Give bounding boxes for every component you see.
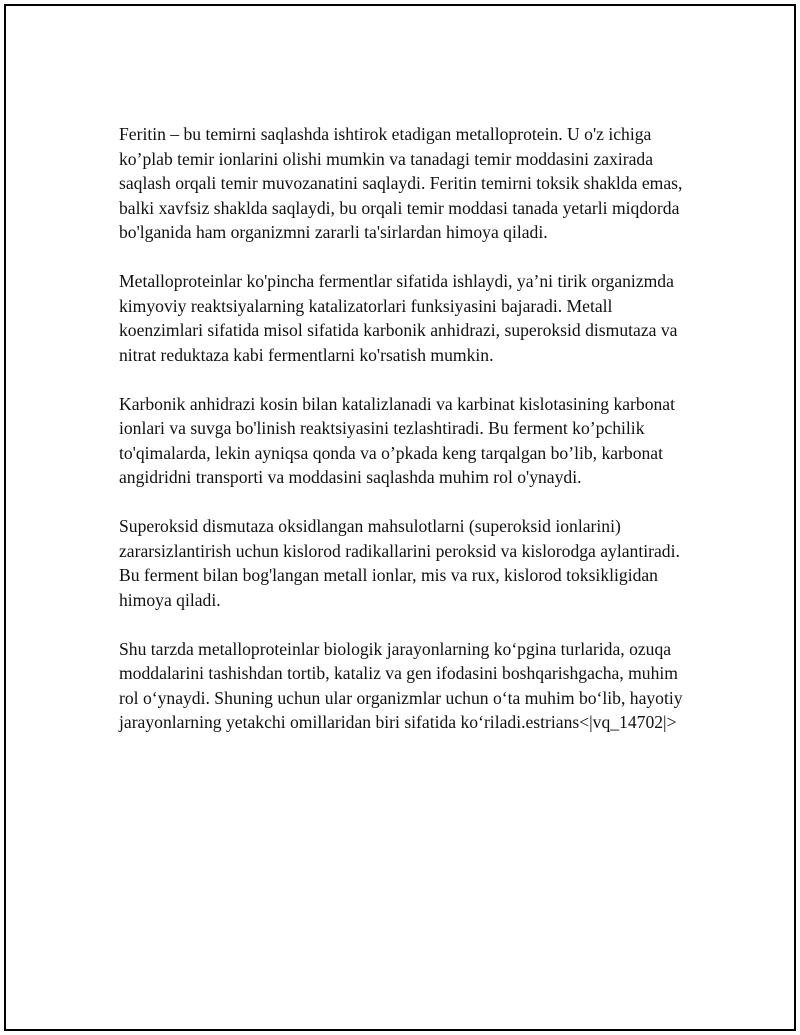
- document-page: [4, 4, 796, 1031]
- paragraph-ferritin: Feritin – bu temirni saqlashda ishtirok etadigan metalloprotein. U o'z ichiga ko’plab temir ionlarini olishi mumkin va tanadagi temir moddasini zaxirada saqlash orqali temir muvozanatini saqlaydi. Feritin temirni toksik shaklda emas, balki xavfsiz shaklda saqlaydi, bu orqali temir moddasi tanada yetarli miqdorda bo'lganida ham organizmni zararli ta'sirlardan himoya qiladi.: [119, 124, 683, 242]
- paragraph-conclusion: Shu tarzda metalloproteinlar biologik jarayonlarning ko‘pgina turlarida, ozuqa moddalarini tashishdan tortib, kataliz va gen ifodasini boshqarishgacha, muhim rol o‘ynaydi. Shuning uchun ular organizmlar uchun o‘ta muhim bo‘lib, hayotiy jarayonlarning yetakchi omillaridan biri sifatida ko‘riladi.estrians<|vq_14702|>: [119, 638, 683, 732]
- paragraph-carbonic-anhydrase: Karbonik anhidrazi kosin bilan katalizlanadi va karbinat kislotasining karbonat ionlari va suvga bo'linish reaktsiyasini tezlashtiradi. Bu ferment ko’pchilik to'qimalarda, lekin ayniqsa qonda va o’pkada keng tarqalgan bo’lib, karbonat angidridni transporti va moddasini saqlashda muhim rol o'ynaydi.: [119, 393, 675, 487]
- paragraph-superoxide-dismutase: Superoksid dismutaza oksidlangan mahsulotlarni (superoksid ionlarini) zararsizlantirish uchun kislorod radikallarini peroksid va kislorodga aylantiradi. Bu ferment bilan bog'langan metall ionlar, mis va rux, kislorod toksikligidan himoya qiladi.: [119, 516, 680, 610]
- paragraph-metalloprotein-enzymes: Metalloproteinlar ko'pincha fermentlar sifatida ishlaydi, ya’ni tirik organizmda kimyoviy reaktsiyalarning katalizatorlari funksiyasini bajaradi. Metall koenzimlari sifatida misol sifatida karbonik anhidrazi, superoksid dismutaza va nitrat reduktaza kabi fermentlarni ko'rsatish mumkin.: [119, 271, 678, 365]
- document-body: [119, 122, 689, 759]
